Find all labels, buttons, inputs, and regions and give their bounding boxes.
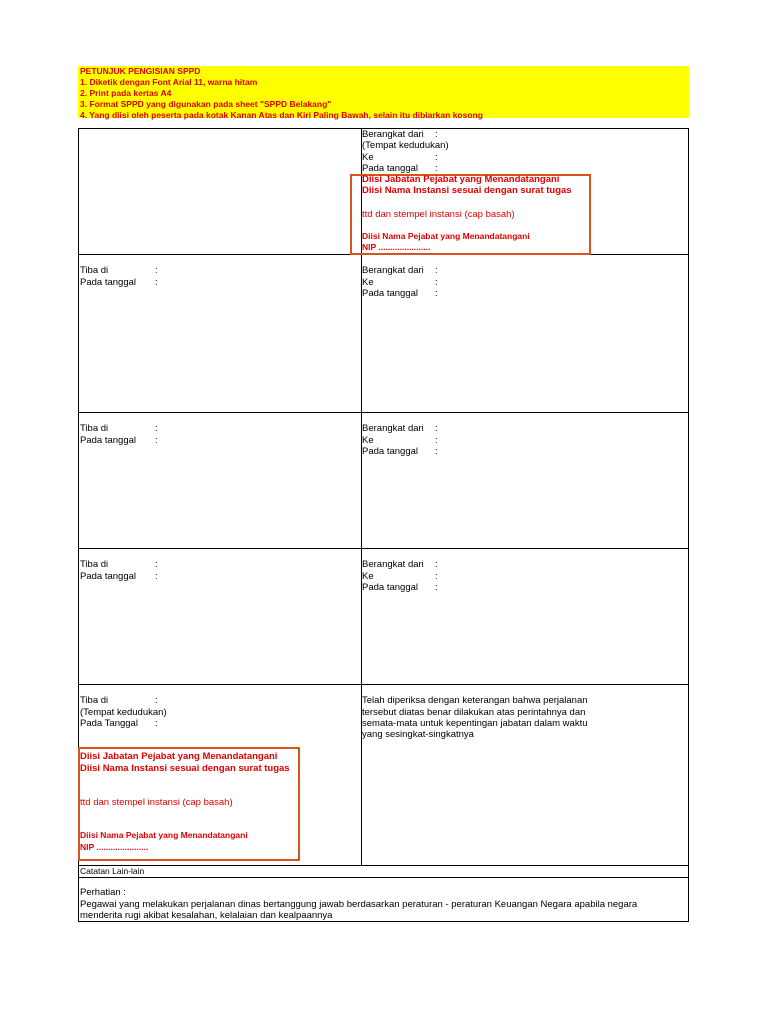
row-divider-3 [79,548,688,549]
instruction-item-2: 2. Print pada kertas A4 [80,88,172,98]
label-berangkat-dari: Berangkat dari [362,559,424,570]
colon: : [435,152,438,163]
colon: : [435,446,438,457]
label-berangkat-dari: Berangkat dari [362,129,424,140]
instruction-item-4: 4. Yang diisi oleh peserta pada kotak Kanan Atas dan Kiri Paling Bawah, selain itu dibiarkan kosong [80,110,483,120]
instruction-title: PETUNJUK PENGISIAN SPPD [80,66,201,76]
colon: : [435,277,438,288]
verification-line-3: semata-mata untuk kepentingan jabatan dalam waktu [362,718,588,729]
instruction-banner [78,66,689,118]
colon: : [155,265,158,276]
colon: : [435,163,438,174]
label-pada-tanggal: Pada tanggal [362,288,418,299]
label-ke: Ke [362,571,374,582]
sig-nama-top: Diisi Nama Pejabat yang Menandatangani [362,231,530,241]
label-pada-tanggal: Pada tanggal [362,163,418,174]
sig-instansi-bottom: Diisi Nama Instansi sesuai dengan surat tugas [80,763,290,774]
label-berangkat-dari: Berangkat dari [362,423,424,434]
label-pada-tanggal: Pada tanggal [362,582,418,593]
sig-instansi-top: Diisi Nama Instansi sesuai dengan surat tugas [362,185,572,196]
sig-ttd-top: ttd dan stempel instansi (cap basah) [362,209,515,220]
colon: : [155,435,158,446]
sig-ttd-bottom: ttd dan stempel instansi (cap basah) [80,797,233,808]
sig-nama-bottom: Diisi Nama Pejabat yang Menandatangani [80,830,248,840]
colon: : [435,582,438,593]
colon: : [435,288,438,299]
row-divider-5 [79,865,688,866]
perhatian-line-1: Pegawai yang melakukan perjalanan dinas bertanggung jawab berdasarkan peraturan - peraturan Keuangan Negara apabila negara [80,899,638,910]
label-pada-tanggal: Pada tanggal [362,446,418,457]
label-pada-tanggal: Pada tanggal [80,435,136,446]
label-tiba-di: Tiba di [80,265,109,276]
row-divider-4 [79,684,688,685]
sig-jabatan-bottom: Diisi Jabatan Pejabat yang Menandatangani [80,751,278,762]
catatan-label: Catatan Lain-lain [80,866,145,876]
colon: : [155,277,158,288]
verification-line-1: Telah diperiksa dengan keterangan bahwa perjalanan [362,695,588,706]
label-tiba-di: Tiba di [80,559,109,570]
instruction-item-3: 3. Format SPPD yang digunakan pada sheet "SPPD Belakang" [80,99,332,109]
verification-line-2: tersebut diatas benar dilakukan atas perintahnya dan [362,707,586,718]
label-pada-tanggal: Pada tanggal [80,277,136,288]
colon: : [435,265,438,276]
perhatian-line-2: menderita rugi akibat kesalahan, kelalaian dan kealpaannya [80,910,333,921]
label-tiba-di: Tiba di [80,423,109,434]
colon: : [435,435,438,446]
sppd-form [78,128,689,922]
colon: : [435,423,438,434]
label-ke: Ke [362,435,374,446]
verification-line-4: yang sesingkat-singkatnya [362,729,474,740]
row-divider-2 [79,412,688,413]
sig-jabatan-top: Diisi Jabatan Pejabat yang Menandatangani [362,174,560,185]
label-ke: Ke [362,152,374,163]
label-ke: Ke [362,277,374,288]
colon: : [435,129,438,140]
label-pada-tanggal: Pada tanggal [80,571,136,582]
sig-nip-top: NIP ...................... [362,242,431,252]
colon: : [435,571,438,582]
colon: : [155,559,158,570]
label-tempat-kedudukan: (Tempat kedudukan) [362,140,449,151]
instruction-item-1: 1. Diketik dengan Font Arial 11, warna hitam [80,77,258,87]
perhatian-title: Perhatian : [80,887,126,898]
colon: : [435,559,438,570]
colon: : [155,571,158,582]
label-tempat-kedudukan: (Tempat kedudukan) [80,707,167,718]
colon: : [155,718,158,729]
colon: : [155,695,158,706]
colon: : [155,423,158,434]
label-berangkat-dari: Berangkat dari [362,265,424,276]
sig-nip-bottom: NIP ...................... [80,842,149,852]
row-divider-6 [79,877,688,878]
label-pada-tanggal: Pada Tanggal [80,718,138,729]
label-tiba-di: Tiba di [80,695,109,706]
